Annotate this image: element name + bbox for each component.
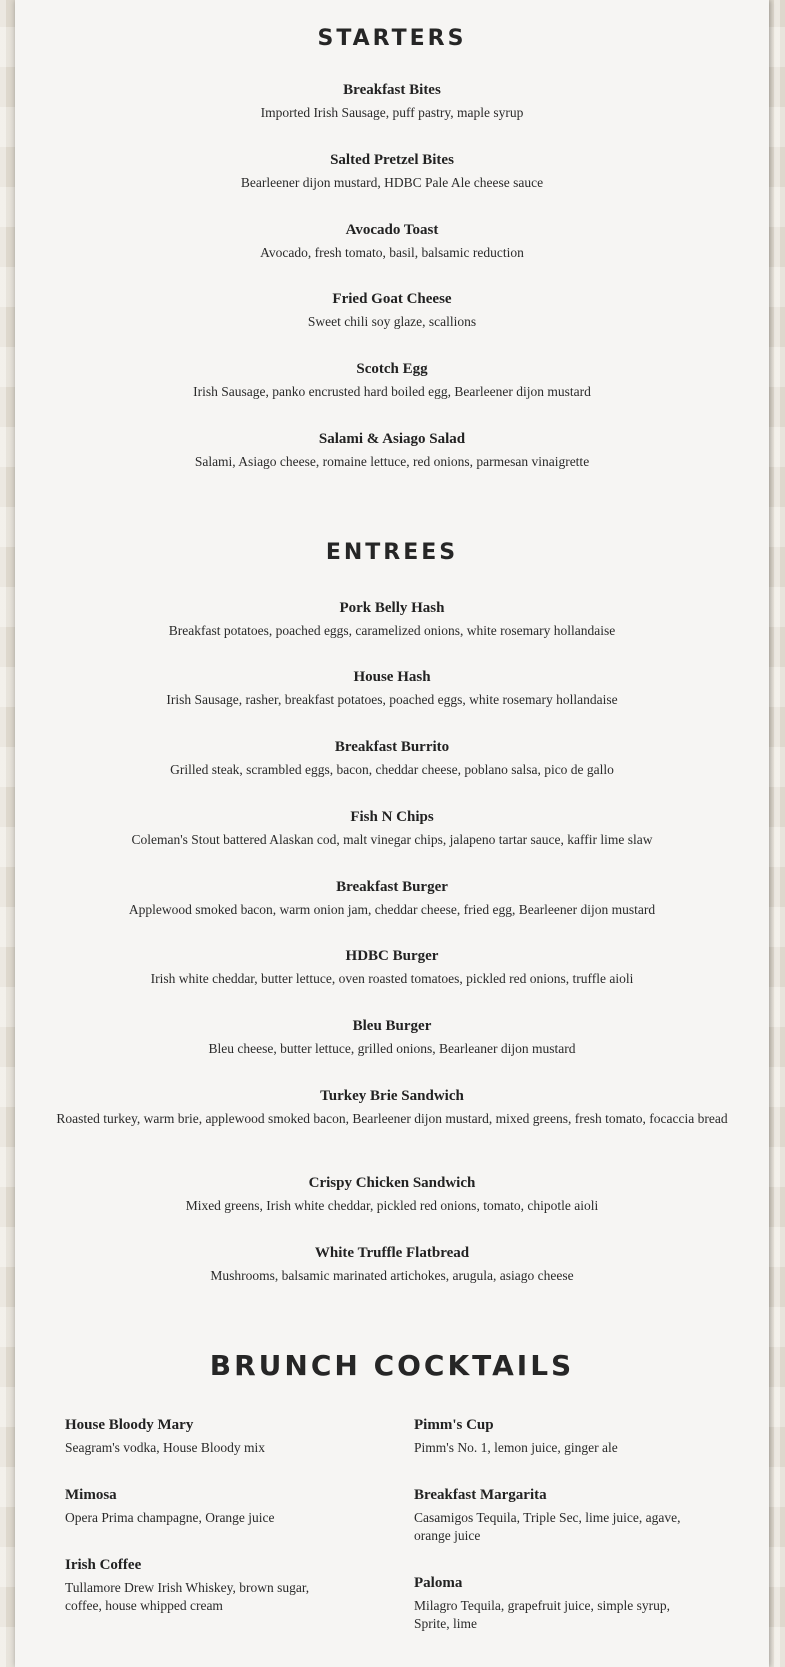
item-description: Imported Irish Sausage, puff pastry, maple syrup xyxy=(260,105,524,120)
item-description: Tullamore Drew Irish Whiskey, brown sugar, coffee, house whipped cream xyxy=(65,1580,310,1613)
item-name: Scotch Egg xyxy=(356,361,428,377)
item-description: Avocado, fresh tomato, basil, balsamic reduction xyxy=(260,245,524,260)
item-name: Crispy Chicken Sandwich xyxy=(308,1175,476,1191)
menu-item xyxy=(55,1244,729,1285)
menu-item xyxy=(55,808,729,849)
item-name: Breakfast Margarita xyxy=(414,1487,547,1503)
item-name: Pork Belly Hash xyxy=(339,600,445,616)
item-name: Avocado Toast xyxy=(345,222,439,238)
menu-item xyxy=(55,221,729,262)
menu-item xyxy=(55,1174,729,1215)
item-description: Irish Sausage, rasher, breakfast potatoes, poached eggs, white rosemary hollandaise xyxy=(166,692,618,707)
item-name: Irish Coffee xyxy=(65,1557,142,1573)
menu-item xyxy=(55,81,729,122)
item-description: Milagro Tequila, grapefruit juice, simple syrup, Sprite, lime xyxy=(414,1598,670,1631)
starters-heading: STARTERS xyxy=(317,26,467,51)
cocktail-item xyxy=(65,1486,345,1527)
cocktail-item xyxy=(414,1416,694,1457)
menu-item xyxy=(55,430,729,471)
menu-page xyxy=(15,0,769,1667)
menu-item xyxy=(55,738,729,779)
item-description: Coleman's Stout battered Alaskan cod, malt vinegar chips, jalapeno tartar sauce, kaffir lime slaw xyxy=(131,832,653,847)
item-description: Grilled steak, scrambled eggs, bacon, cheddar cheese, poblano salsa, pico de gallo xyxy=(170,762,614,777)
item-description: Opera Prima champagne, Orange juice xyxy=(65,1510,275,1525)
item-name: Turkey Brie Sandwich xyxy=(320,1088,464,1104)
item-description: Breakfast potatoes, poached eggs, caramelized onions, white rosemary hollandaise xyxy=(168,623,616,638)
item-description: Sweet chili soy glaze, scallions xyxy=(307,314,477,329)
item-description: Pimm's No. 1, lemon juice, ginger ale xyxy=(414,1440,618,1455)
item-description: Salami, Asiago cheese, romaine lettuce, red onions, parmesan vinaigrette xyxy=(194,454,590,469)
item-name: Breakfast Burrito xyxy=(334,739,450,755)
item-name: Fish N Chips xyxy=(350,809,434,825)
item-description: Roasted turkey, warm brie, applewood smoked bacon, Bearleener dijon mustard, mixed greens, fresh tomato, focaccia bread xyxy=(56,1111,728,1126)
item-name: Breakfast Burger xyxy=(336,879,448,895)
item-name: Pimm's Cup xyxy=(414,1417,494,1433)
item-name: Salami & Asiago Salad xyxy=(318,431,466,447)
item-description: Irish Sausage, panko encrusted hard boiled egg, Bearleener dijon mustard xyxy=(193,384,591,399)
menu-item xyxy=(55,878,729,919)
cocktail-item xyxy=(414,1486,694,1545)
menu-item xyxy=(55,947,729,988)
menu-item xyxy=(55,668,729,709)
item-description: Irish white cheddar, butter lettuce, oven roasted tomatoes, pickled red onions, truffle aioli xyxy=(150,971,634,986)
item-description: Bleu cheese, butter lettuce, grilled onions, Bearleaner dijon mustard xyxy=(208,1041,576,1056)
item-description: Bearleener dijon mustard, HDBC Pale Ale cheese sauce xyxy=(240,175,544,190)
item-name: HDBC Burger xyxy=(345,948,439,964)
cocktails-heading: BRUNCH COCKTAILS xyxy=(209,1349,575,1382)
menu-item xyxy=(55,290,729,331)
item-description: Applewood smoked bacon, warm onion jam, cheddar cheese, fried egg, Bearleener dijon mustard xyxy=(128,902,656,917)
item-name: White Truffle Flatbread xyxy=(314,1245,470,1261)
item-name: House Bloody Mary xyxy=(65,1417,194,1433)
cocktail-item xyxy=(414,1574,694,1633)
item-description: Seagram's vodka, House Bloody mix xyxy=(65,1440,266,1455)
item-name: Bleu Burger xyxy=(352,1018,432,1034)
item-name: Salted Pretzel Bites xyxy=(330,152,454,168)
menu-item xyxy=(55,599,729,640)
menu-item xyxy=(55,151,729,192)
item-description: Mixed greens, Irish white cheddar, pickled red onions, tomato, chipotle aioli xyxy=(185,1198,599,1213)
item-name: Mimosa xyxy=(65,1487,117,1503)
cocktail-item xyxy=(65,1416,345,1457)
item-description: Mushrooms, balsamic marinated artichokes, arugula, asiago cheese xyxy=(210,1268,574,1283)
item-name: Breakfast Bites xyxy=(343,82,441,98)
item-name: Fried Goat Cheese xyxy=(332,291,452,307)
menu-item xyxy=(55,1087,729,1128)
menu-item xyxy=(55,360,729,401)
item-name: House Hash xyxy=(353,669,431,685)
menu-item xyxy=(55,1017,729,1058)
item-name: Paloma xyxy=(414,1575,463,1591)
cocktail-item xyxy=(65,1556,345,1615)
entrees-heading: ENTREES xyxy=(325,540,459,565)
item-description: Casamigos Tequila, Triple Sec, lime juice, agave, orange juice xyxy=(414,1510,681,1543)
